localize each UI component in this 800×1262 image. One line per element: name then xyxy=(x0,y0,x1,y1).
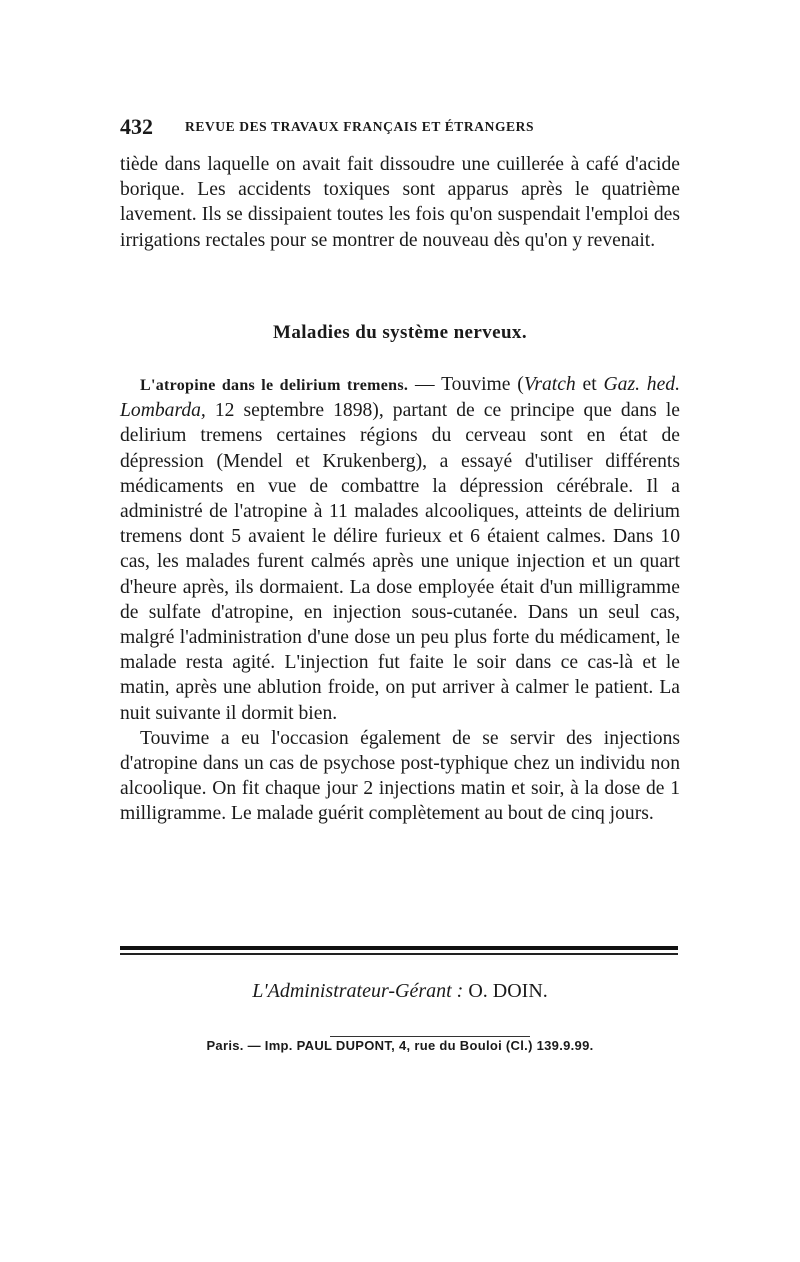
gerant-label: L'Administrateur-Gérant : xyxy=(252,980,464,1002)
paragraph-continuation xyxy=(120,152,680,253)
paragraph-text: tiède dans laquelle on avait fait dissoudre une cuillerée à café d'acide borique. Les accidents toxiques sont apparus après le quatrième lavement. Ils se dissipaient toutes les fois qu'on suspendait l'emploi des irrigations rectales pour se montrer de nouveau dès qu'on y revenait. xyxy=(120,154,680,251)
page-header xyxy=(120,114,680,144)
footer-rule-thin xyxy=(120,953,678,955)
printer-imprint: Paris. — Imp. PAUL DUPONT, 4, rue du Bouloi (Cl.) 139.9.99. xyxy=(206,1038,594,1053)
journal-conjunction: et xyxy=(575,374,604,395)
gerant-line xyxy=(120,980,680,1003)
article-lead: L'atropine dans le delirium tremens. xyxy=(140,377,409,394)
article-text-1: 12 septembre 1898), partant de ce principe que dans le delirium tremens certaines régions du cerveau sont en état de dépression (Mendel et Krukenberg), a essayé d'utiliser différents médicaments en vue de combattre la dépression cérébrale. Il a administré de l'atropine à 11 malades alcooliques, atteints de delirium tremens dont 5 avaient le délire furieux et 6 étaient calmes. Dans 10 cas, les malades furent calmés après une unique injection et un quart d'heure après, ils dormaient. La dose employée était d'un milligramme de sulfate d'atropine, en injection sous-cutanée. Dans un seul cas, malgré l'administration d'une dose un peu plus forte du médicament, le malade resta agité. L'injection fut faite le soir dans ce cas-là et le matin, après une ablution froide, on put arriver à calmer le patient. La nuit suivante il dormit bien. xyxy=(120,400,680,724)
page-number: 432 xyxy=(120,114,153,139)
section-title: Maladies du système nerveux. xyxy=(273,322,527,343)
article-body xyxy=(120,372,680,827)
journal-name-1: Vratch xyxy=(523,374,576,395)
running-title: REVUE DES TRAVAUX FRANÇAIS ET ÉTRANGERS xyxy=(185,119,535,134)
footer-rule-thick xyxy=(120,946,678,950)
article-author: — Touvime ( xyxy=(408,374,524,395)
journal-name-2: Gaz. hed. Lombarda, xyxy=(120,374,680,422)
article-paragraph-1 xyxy=(120,372,680,726)
gerant-name: O. DOIN. xyxy=(463,980,548,1002)
imprint-rule xyxy=(330,1036,530,1037)
article-paragraph-2: Touvime a eu l'occasion également de se servir des injections d'atropine dans un cas de psychose post-typhique chez un individu non alcoolique. On fit chaque jour 2 injections matin et soir, à la dose de 1 milligramme. Le malade guérit complètement au bout de cinq jours. xyxy=(120,727,680,825)
